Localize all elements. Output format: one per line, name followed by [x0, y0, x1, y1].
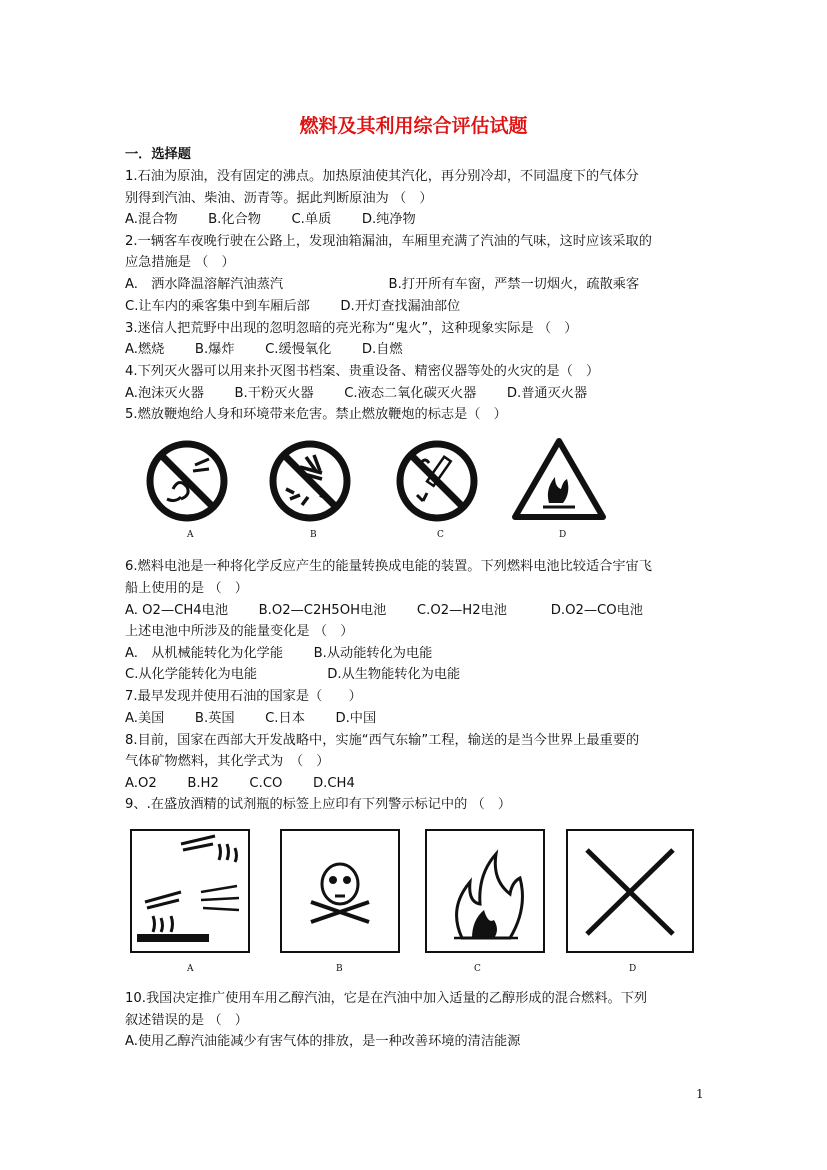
text-line: 3.迷信人把荒野中出现的忽明忽暗的亮光称为“鬼火”，这种现象实际是 （ ） [125, 321, 578, 336]
toxic-skull-label-b [281, 830, 399, 952]
text-line: C.让车内的乘客集中到车厢后部 D.开灯查找漏油部位 [125, 299, 461, 314]
text-line: A. 洒水降温溶解汽油蒸汽 B.打开所有车窗，严禁一切烟火，疏散乘客 [125, 277, 640, 292]
no-firecracker-sign-b [273, 444, 347, 518]
figure-label: D [629, 964, 637, 974]
sign-figure-q9 [129, 826, 699, 976]
no-firecracker-sign-c [400, 444, 474, 518]
section-heading: 一．选择题 [125, 147, 191, 162]
corrosive-hazard-label-a [131, 830, 249, 952]
flammable-flame-label-c [426, 830, 544, 952]
text-line: A. O2—CH4电池 B.O2—C2H5OH电池 C.O2—H2电池 D.O2—CO电池 [125, 603, 643, 618]
text-line: A.使用乙醇汽油能减少有害气体的排放，是一种改善环境的清洁能源 [125, 1034, 521, 1049]
text-line: 6.燃料电池是一种将化学反应产生的能量转换成电能的装置。下列燃料电池比较适合宇宙飞 [125, 559, 652, 574]
text-line: 4.下列灭火器可以用来扑灭图书档案、贵重设备、精密仪器等处的火灾的是（ ） [125, 364, 600, 379]
text-line: 7.最早发现并使用石油的国家是（ ） [125, 689, 362, 704]
page-number: 1 [696, 1087, 704, 1101]
text-line: 5.燃放鞭炮给人身和环境带来危害。禁止燃放鞭炮的标志是（ ） [125, 407, 507, 422]
harmful-cross-label-d [567, 830, 693, 952]
text-line: A.泡沫灭火器 B.干粉灭火器 C.液态二氧化碳灭火器 D.普通灭火器 [125, 386, 588, 401]
text-line: 别得到汽油、柴油、沥青等。据此判断原油为 （ ） [125, 191, 433, 206]
text-line: 10.我国决定推广使用车用乙醇汽油，它是在汽油中加入适量的乙醇形成的混合燃料。下列 [125, 991, 648, 1006]
text-line: 1.石油为原油，没有固定的沸点。加热原油使其汽化，再分别冷却，不同温度下的气体分 [125, 169, 639, 184]
text-line: 应急措施是 （ ） [125, 255, 235, 270]
text-line: 2.一辆客车夜晚行驶在公路上，发现油箱漏油，车厢里充满了汽油的气味，这时应该采取的 [125, 234, 652, 249]
figure-label: D [559, 530, 567, 540]
figure-label: A [187, 530, 194, 540]
text-line: 叙述错误的是 （ ） [125, 1013, 248, 1028]
figure-label: C [474, 964, 481, 974]
text-line: A.O2 B.H2 C.CO D.CH4 [125, 776, 355, 791]
figure-label: B [336, 964, 343, 974]
sign-figure-q5 [145, 436, 615, 546]
text-line: 气体矿物燃料，其化学式为 （ ） [125, 754, 330, 769]
text-line: 9、.在盛放酒精的试剂瓶的标签上应印有下列警示标记中的 （ ） [125, 797, 512, 812]
text-line: 上述电池中所涉及的能量变化是 （ ） [125, 624, 354, 639]
flammable-warning-sign-d [515, 441, 603, 517]
figure-label: B [310, 530, 317, 540]
page-title: 燃料及其利用综合评估试题 [299, 115, 528, 137]
text-line: C.从化学能转化为电能 D.从生物能转化为电能 [125, 667, 461, 682]
text-line: A.美国 B.英国 C.日本 D.中国 [125, 711, 377, 726]
figure-label: C [437, 530, 444, 540]
no-firecracker-sign-a [150, 444, 224, 518]
text-line: A.混合物 B.化合物 C.单质 D.纯净物 [125, 212, 416, 227]
text-line: 8.目前，国家在西部大开发战略中，实施“西气东输”工程，输送的是当今世界上最重要的 [125, 733, 640, 748]
text-line: A. 从机械能转化为化学能 B.从动能转化为电能 [125, 646, 433, 661]
text-line: 船上使用的是 （ ） [125, 581, 248, 596]
text-line: A.燃烧 B.爆炸 C.缓慢氧化 D.自燃 [125, 342, 403, 357]
figure-label: A [187, 964, 194, 974]
